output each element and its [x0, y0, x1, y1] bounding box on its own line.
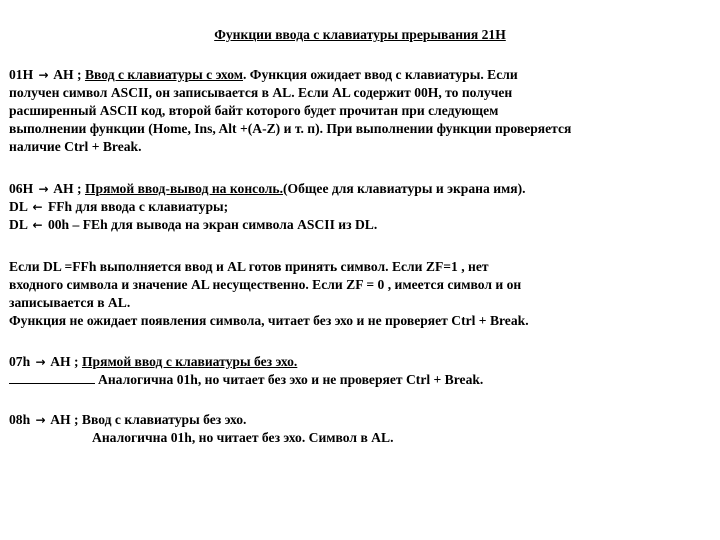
register-label: AH ;	[53, 181, 82, 196]
description-text: (Общее для клавиатуры и экрана имя).	[283, 181, 526, 196]
description-text: AH ; Ввод с клавиатуры без эхо.	[50, 412, 247, 427]
p1-line-3: расширенный ASCII код, второй байт которого будет прочитан при следующем	[9, 103, 499, 118]
function-name: Прямой ввод-вывод на консоль.	[84, 181, 284, 196]
arrow-left-icon: ←	[32, 218, 43, 232]
description-text: FFh для ввода с клавиатуры;	[47, 199, 229, 214]
p3-line-3: записывается в AL.	[9, 295, 131, 310]
arrow-right-icon: →	[38, 182, 49, 196]
description-text: . Функция ожидает ввод с клавиатуры. Если	[243, 67, 518, 82]
function-code: 07h	[9, 354, 31, 369]
p1-line-1	[9, 66, 518, 84]
p2-line-2	[9, 198, 228, 216]
p3-line-4: Функция не ожидает появления символа, читает без эхо и не проверяет Ctrl + Break.	[9, 313, 529, 328]
arrow-right-icon: →	[35, 413, 46, 427]
p3-line-1: Если DL =FFh выполняется ввод и AL готов принять символ. Если ZF=1 , нет	[9, 259, 489, 274]
p3-line-2: входного символа и значение AL несущественно. Если ZF = 0 , имеется символ и он	[9, 277, 522, 292]
function-code: 08h	[9, 412, 31, 427]
function-code: 06H	[9, 181, 34, 196]
p4-line-1	[9, 353, 297, 371]
arrow-left-icon: ←	[32, 200, 43, 214]
page-title: Функции ввода с клавиатуры прерывания 21H	[214, 27, 506, 42]
p1-line-2: получен символ ASCII, он записывается в AL. Если AL содержит 00H, то получен	[9, 85, 513, 100]
description-text: 00h – FEh для вывода на экран символа ASCII из DL.	[47, 217, 378, 232]
register-label: AH ;	[53, 67, 82, 82]
register-label: AH ;	[50, 354, 79, 369]
function-name: Прямой ввод с клавиатуры без эхо.	[81, 354, 298, 369]
description-text: Аналогична 01h, но читает без эхо и не проверяет Ctrl + Break.	[98, 372, 484, 387]
p5-line-1	[9, 411, 246, 429]
register-label: DL	[9, 199, 28, 214]
p4-line-2	[9, 371, 483, 389]
p2-line-3	[9, 216, 377, 234]
function-code: 01H	[9, 67, 34, 82]
p1-line-4: выполнении функции (Home, Ins, Alt +(A-Z) и т. п). При выполнении функции проверяется	[9, 121, 572, 136]
underline-blank	[9, 371, 95, 384]
p1-line-5: наличие Ctrl + Break.	[9, 139, 142, 154]
arrow-right-icon: →	[35, 355, 46, 369]
function-name: Ввод с клавиатуры с эхом	[84, 67, 243, 82]
p2-line-1	[9, 180, 526, 198]
arrow-right-icon: →	[38, 68, 49, 82]
p5-line-2: Аналогична 01h, но читает без эхо. Символ в AL.	[92, 430, 394, 445]
register-label: DL	[9, 217, 28, 232]
